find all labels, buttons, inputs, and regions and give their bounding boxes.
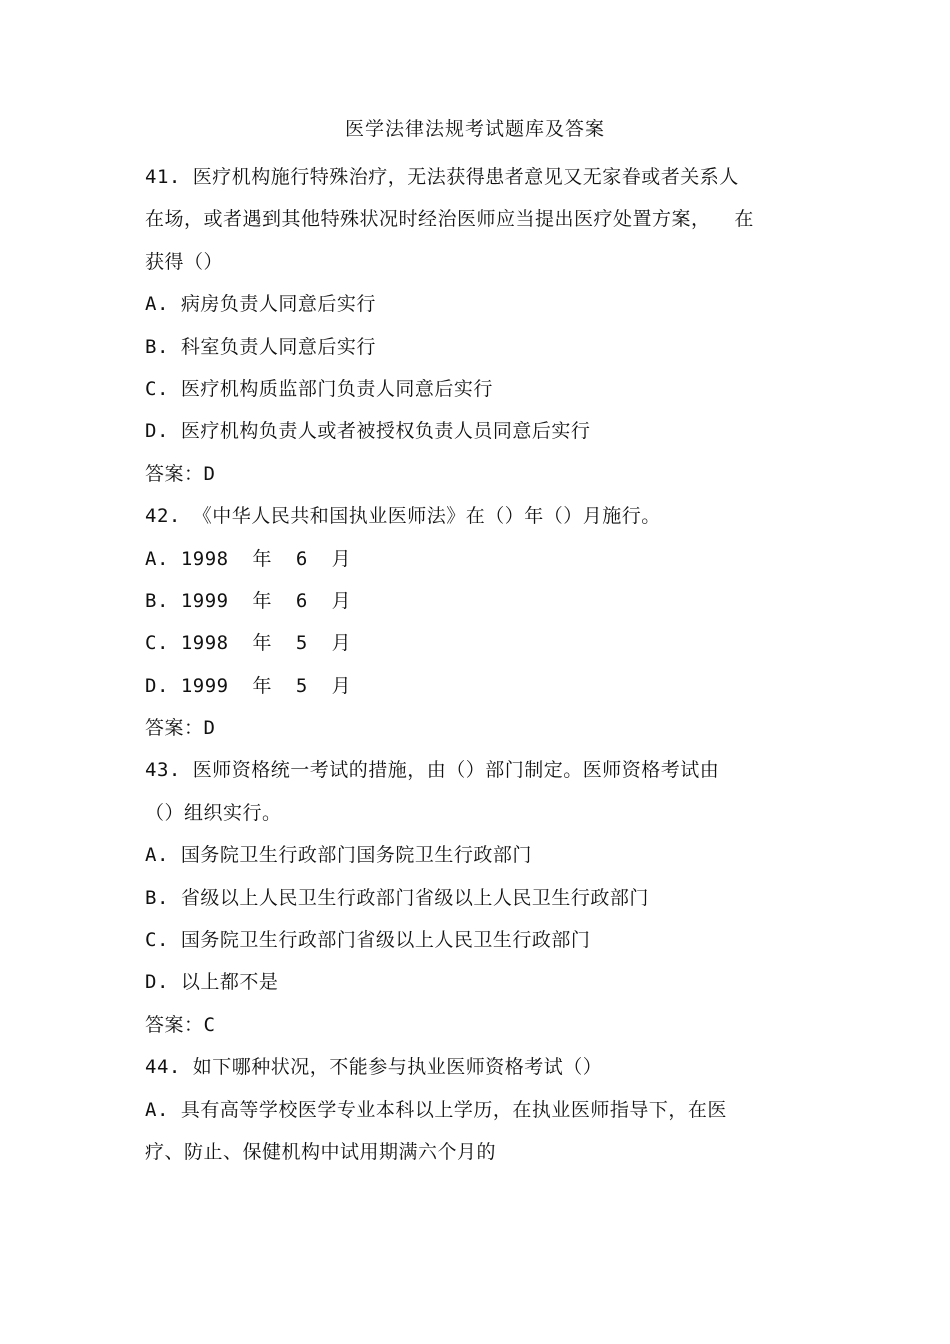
answer-line: 答案：D (145, 717, 216, 740)
option-line: B. 省级以上人民卫生行政部门省级以上人民卫生行政部门 (145, 886, 649, 909)
text-line: 44. 如下哪种状况，不能参与执业医师资格考试（） (145, 1056, 603, 1079)
text-line: 在场，或者遇到其他特殊状况时经治医师应当提出医疗处置方案， 在 (145, 208, 754, 231)
answer-line: 答案：D (145, 462, 216, 485)
text-line: 获得（） (145, 250, 224, 273)
option-line: C. 医疗机构质监部门负责人同意后实行 (145, 377, 493, 400)
option-line: B. 科室负责人同意后实行 (145, 335, 376, 358)
text-line: 疗、防止、保健机构中试用期满六个月的 (145, 1140, 497, 1163)
text-line: 42. 《中华人民共和国执业医师法》在（）年（）月施行。 (145, 505, 661, 528)
option-line: D. 1999 年 5 月 (145, 674, 352, 697)
document-title: 医学法律法规考试题库及答案 (344, 118, 605, 140)
option-line: C. 国务院卫生行政部门省级以上人民卫生行政部门 (145, 929, 591, 952)
document-body (145, 160, 805, 1177)
option-line: A. 1998 年 6 月 (145, 547, 352, 570)
answer-line: 答案：C (145, 1013, 216, 1036)
text-line: 43. 医师资格统一考试的措施，由（）部门制定。医师资格考试由 (145, 759, 720, 782)
option-line: A. 国务院卫生行政部门国务院卫生行政部门 (145, 844, 532, 867)
option-line: A. 病房负责人同意后实行 (145, 293, 376, 316)
option-line: B. 1999 年 6 月 (145, 589, 352, 612)
text-line: 41. 医疗机构施行特殊治疗，无法获得患者意见又无家眷或者关系人 (145, 166, 739, 188)
option-line: C. 1998 年 5 月 (145, 632, 352, 655)
option-line: A. 具有高等学校医学专业本科以上学历，在执业医师指导下，在医 (145, 1098, 727, 1121)
option-line: D. 医疗机构负责人或者被授权负责人员同意后实行 (145, 420, 591, 443)
text-line: （）组织实行。 (145, 801, 282, 824)
option-line: D. 以上都不是 (145, 971, 279, 994)
